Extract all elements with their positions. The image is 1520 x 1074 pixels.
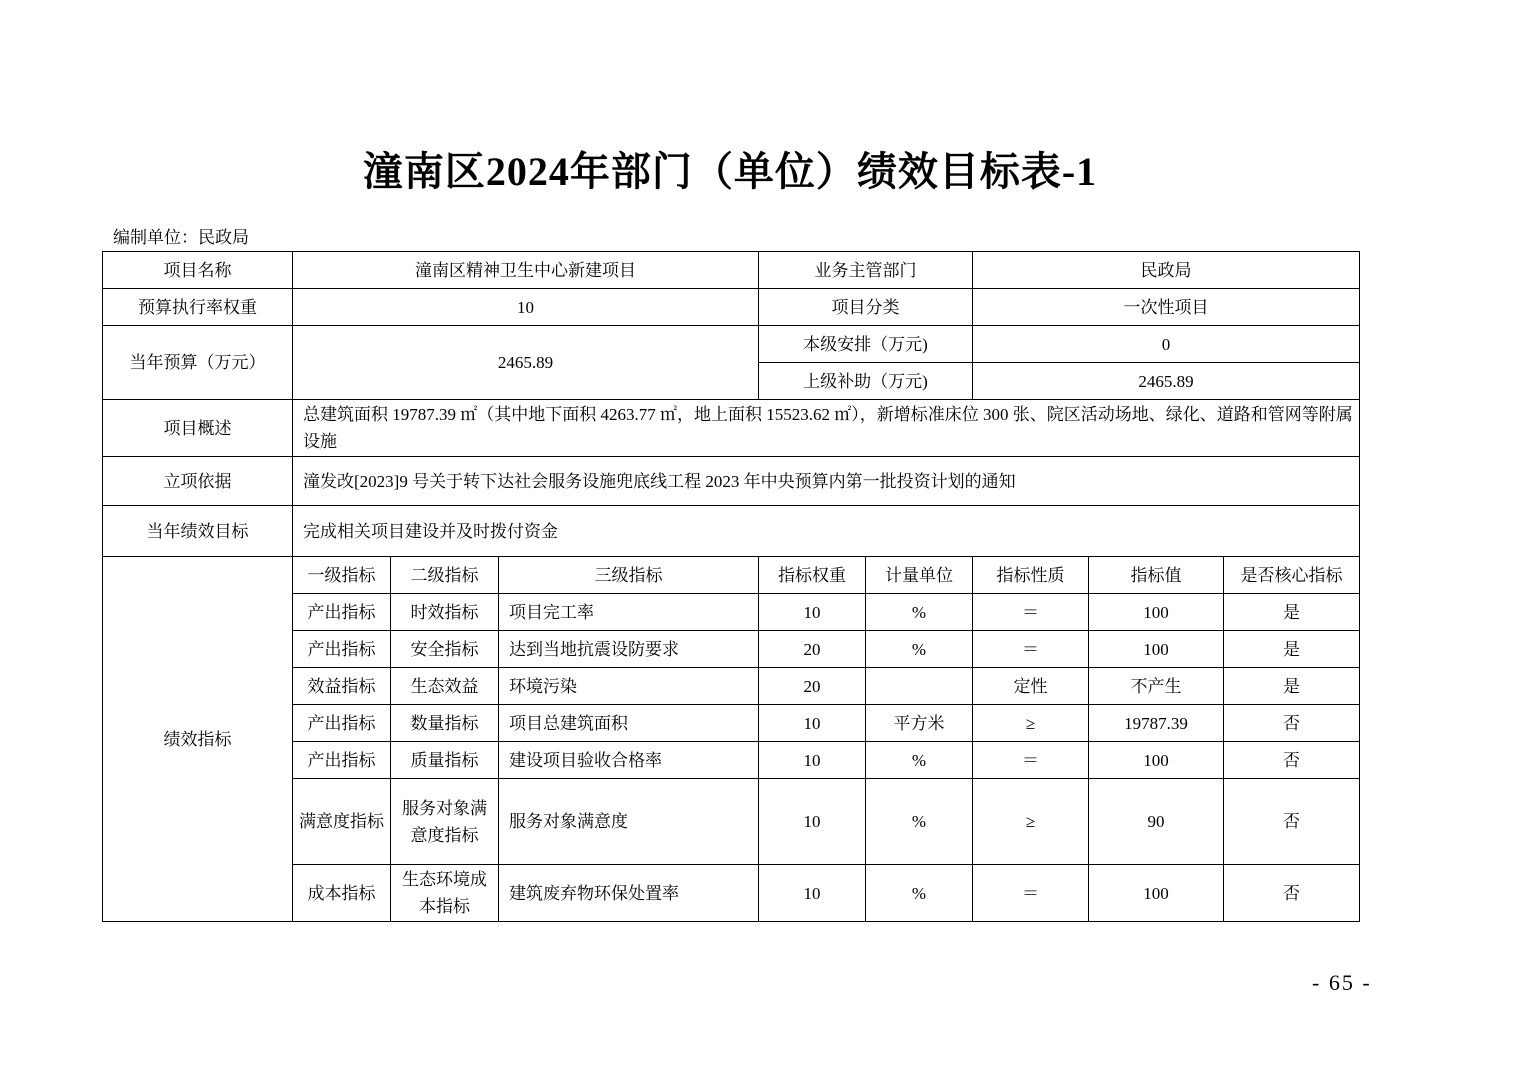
level3-cell: 建设项目验收合格率 — [499, 742, 759, 779]
overview-label: 项目概述 — [103, 400, 293, 457]
header-cell: 是否核心指标 — [1224, 557, 1360, 594]
unit-cell: 平方米 — [866, 705, 973, 742]
value-cell: 100 — [1089, 631, 1224, 668]
header-cell: 一级指标 — [293, 557, 391, 594]
unit-cell: % — [866, 631, 973, 668]
weight-cell: 10 — [759, 865, 866, 922]
level1-cell: 满意度指标 — [293, 779, 391, 865]
upper-value: 2465.89 — [973, 363, 1360, 400]
weight-value: 10 — [293, 289, 759, 326]
core-cell: 否 — [1224, 705, 1360, 742]
project-name-label: 项目名称 — [103, 252, 293, 289]
row-goal — [103, 506, 1360, 557]
level3-cell: 服务对象满意度 — [499, 779, 759, 865]
value-cell: 不产生 — [1089, 668, 1224, 705]
unit-cell: % — [866, 865, 973, 922]
value-cell: 100 — [1089, 594, 1224, 631]
row-overview — [103, 400, 1360, 457]
nature-cell: ≥ — [973, 779, 1089, 865]
core-cell: 是 — [1224, 631, 1360, 668]
header-cell: 指标值 — [1089, 557, 1224, 594]
page-title: 潼南区2024年部门（单位）绩效目标表-1 — [362, 149, 1098, 194]
level3-cell: 建筑废弃物环保处置率 — [499, 865, 759, 922]
weight-cell: 20 — [759, 631, 866, 668]
dept-label: 业务主管部门 — [759, 252, 973, 289]
level1-cell: 效益指标 — [293, 668, 391, 705]
header-cell: 计量单位 — [866, 557, 973, 594]
unit-cell: % — [866, 742, 973, 779]
compiler-unit: 编制单位：民政局 — [113, 228, 249, 247]
budget-label: 当年预算（万元） — [103, 326, 293, 400]
level3-cell: 达到当地抗震设防要求 — [499, 631, 759, 668]
header-cell: 指标权重 — [759, 557, 866, 594]
dept-value: 民政局 — [973, 252, 1360, 289]
category-label: 项目分类 — [759, 289, 973, 326]
core-cell: 是 — [1224, 594, 1360, 631]
value-cell: 100 — [1089, 865, 1224, 922]
basis-label: 立项依据 — [103, 457, 293, 506]
nature-cell: ≥ — [973, 705, 1089, 742]
basis-value: 潼发改[2023]9 号关于转下达社会服务设施兜底线工程 2023 年中央预算内第一批投资计划的通知 — [293, 457, 1360, 506]
page-number: - 65 - — [1312, 970, 1372, 995]
nature-cell: 定性 — [973, 668, 1089, 705]
level1-cell: 产出指标 — [293, 705, 391, 742]
indicator-header-row — [103, 557, 1360, 594]
local-value: 0 — [973, 326, 1360, 363]
row-weight — [103, 289, 1360, 326]
level2-cell: 生态环境成本指标 — [391, 865, 499, 922]
unit-cell: % — [866, 779, 973, 865]
unit-cell — [866, 668, 973, 705]
nature-cell: ＝ — [973, 594, 1089, 631]
row-budget-local — [103, 326, 1360, 363]
local-label: 本级安排（万元) — [759, 326, 973, 363]
level2-cell: 安全指标 — [391, 631, 499, 668]
goal-value: 完成相关项目建设并及时拨付资金 — [293, 506, 1360, 557]
core-cell: 否 — [1224, 742, 1360, 779]
weight-cell: 10 — [759, 594, 866, 631]
overview-value: 总建筑面积 19787.39 ㎡（其中地下面积 4263.77 ㎡，地上面积 15523.62 ㎡），新增标准床位 300 张、院区活动场地、绿化、道路和管网等附属设施 — [293, 400, 1360, 457]
level2-cell: 服务对象满意度指标 — [391, 779, 499, 865]
level2-cell: 时效指标 — [391, 594, 499, 631]
level1-cell: 产出指标 — [293, 631, 391, 668]
core-cell: 否 — [1224, 779, 1360, 865]
header-cell: 三级指标 — [499, 557, 759, 594]
weight-cell: 20 — [759, 668, 866, 705]
level2-cell: 生态效益 — [391, 668, 499, 705]
level3-cell: 项目总建筑面积 — [499, 705, 759, 742]
nature-cell: ＝ — [973, 742, 1089, 779]
weight-cell: 10 — [759, 779, 866, 865]
unit-cell: % — [866, 594, 973, 631]
value-cell: 90 — [1089, 779, 1224, 865]
level1-cell: 产出指标 — [293, 742, 391, 779]
level1-cell: 成本指标 — [293, 865, 391, 922]
level3-cell: 环境污染 — [499, 668, 759, 705]
category-value: 一次性项目 — [973, 289, 1360, 326]
level1-cell: 产出指标 — [293, 594, 391, 631]
core-cell: 是 — [1224, 668, 1360, 705]
nature-cell: ＝ — [973, 631, 1089, 668]
weight-label: 预算执行率权重 — [103, 289, 293, 326]
goal-label: 当年绩效目标 — [103, 506, 293, 557]
nature-cell: ＝ — [973, 865, 1089, 922]
value-cell: 19787.39 — [1089, 705, 1224, 742]
performance-goal-table — [102, 251, 1360, 922]
header-cell: 指标性质 — [973, 557, 1089, 594]
level2-cell: 数量指标 — [391, 705, 499, 742]
indicators-label: 绩效指标 — [103, 557, 293, 922]
weight-cell: 10 — [759, 705, 866, 742]
row-basis — [103, 457, 1360, 506]
weight-cell: 10 — [759, 742, 866, 779]
upper-label: 上级补助（万元) — [759, 363, 973, 400]
level2-cell: 质量指标 — [391, 742, 499, 779]
core-cell: 否 — [1224, 865, 1360, 922]
budget-value: 2465.89 — [293, 326, 759, 400]
project-name-value: 潼南区精神卫生中心新建项目 — [293, 252, 759, 289]
header-cell: 二级指标 — [391, 557, 499, 594]
value-cell: 100 — [1089, 742, 1224, 779]
row-project-name — [103, 252, 1360, 289]
level3-cell: 项目完工率 — [499, 594, 759, 631]
